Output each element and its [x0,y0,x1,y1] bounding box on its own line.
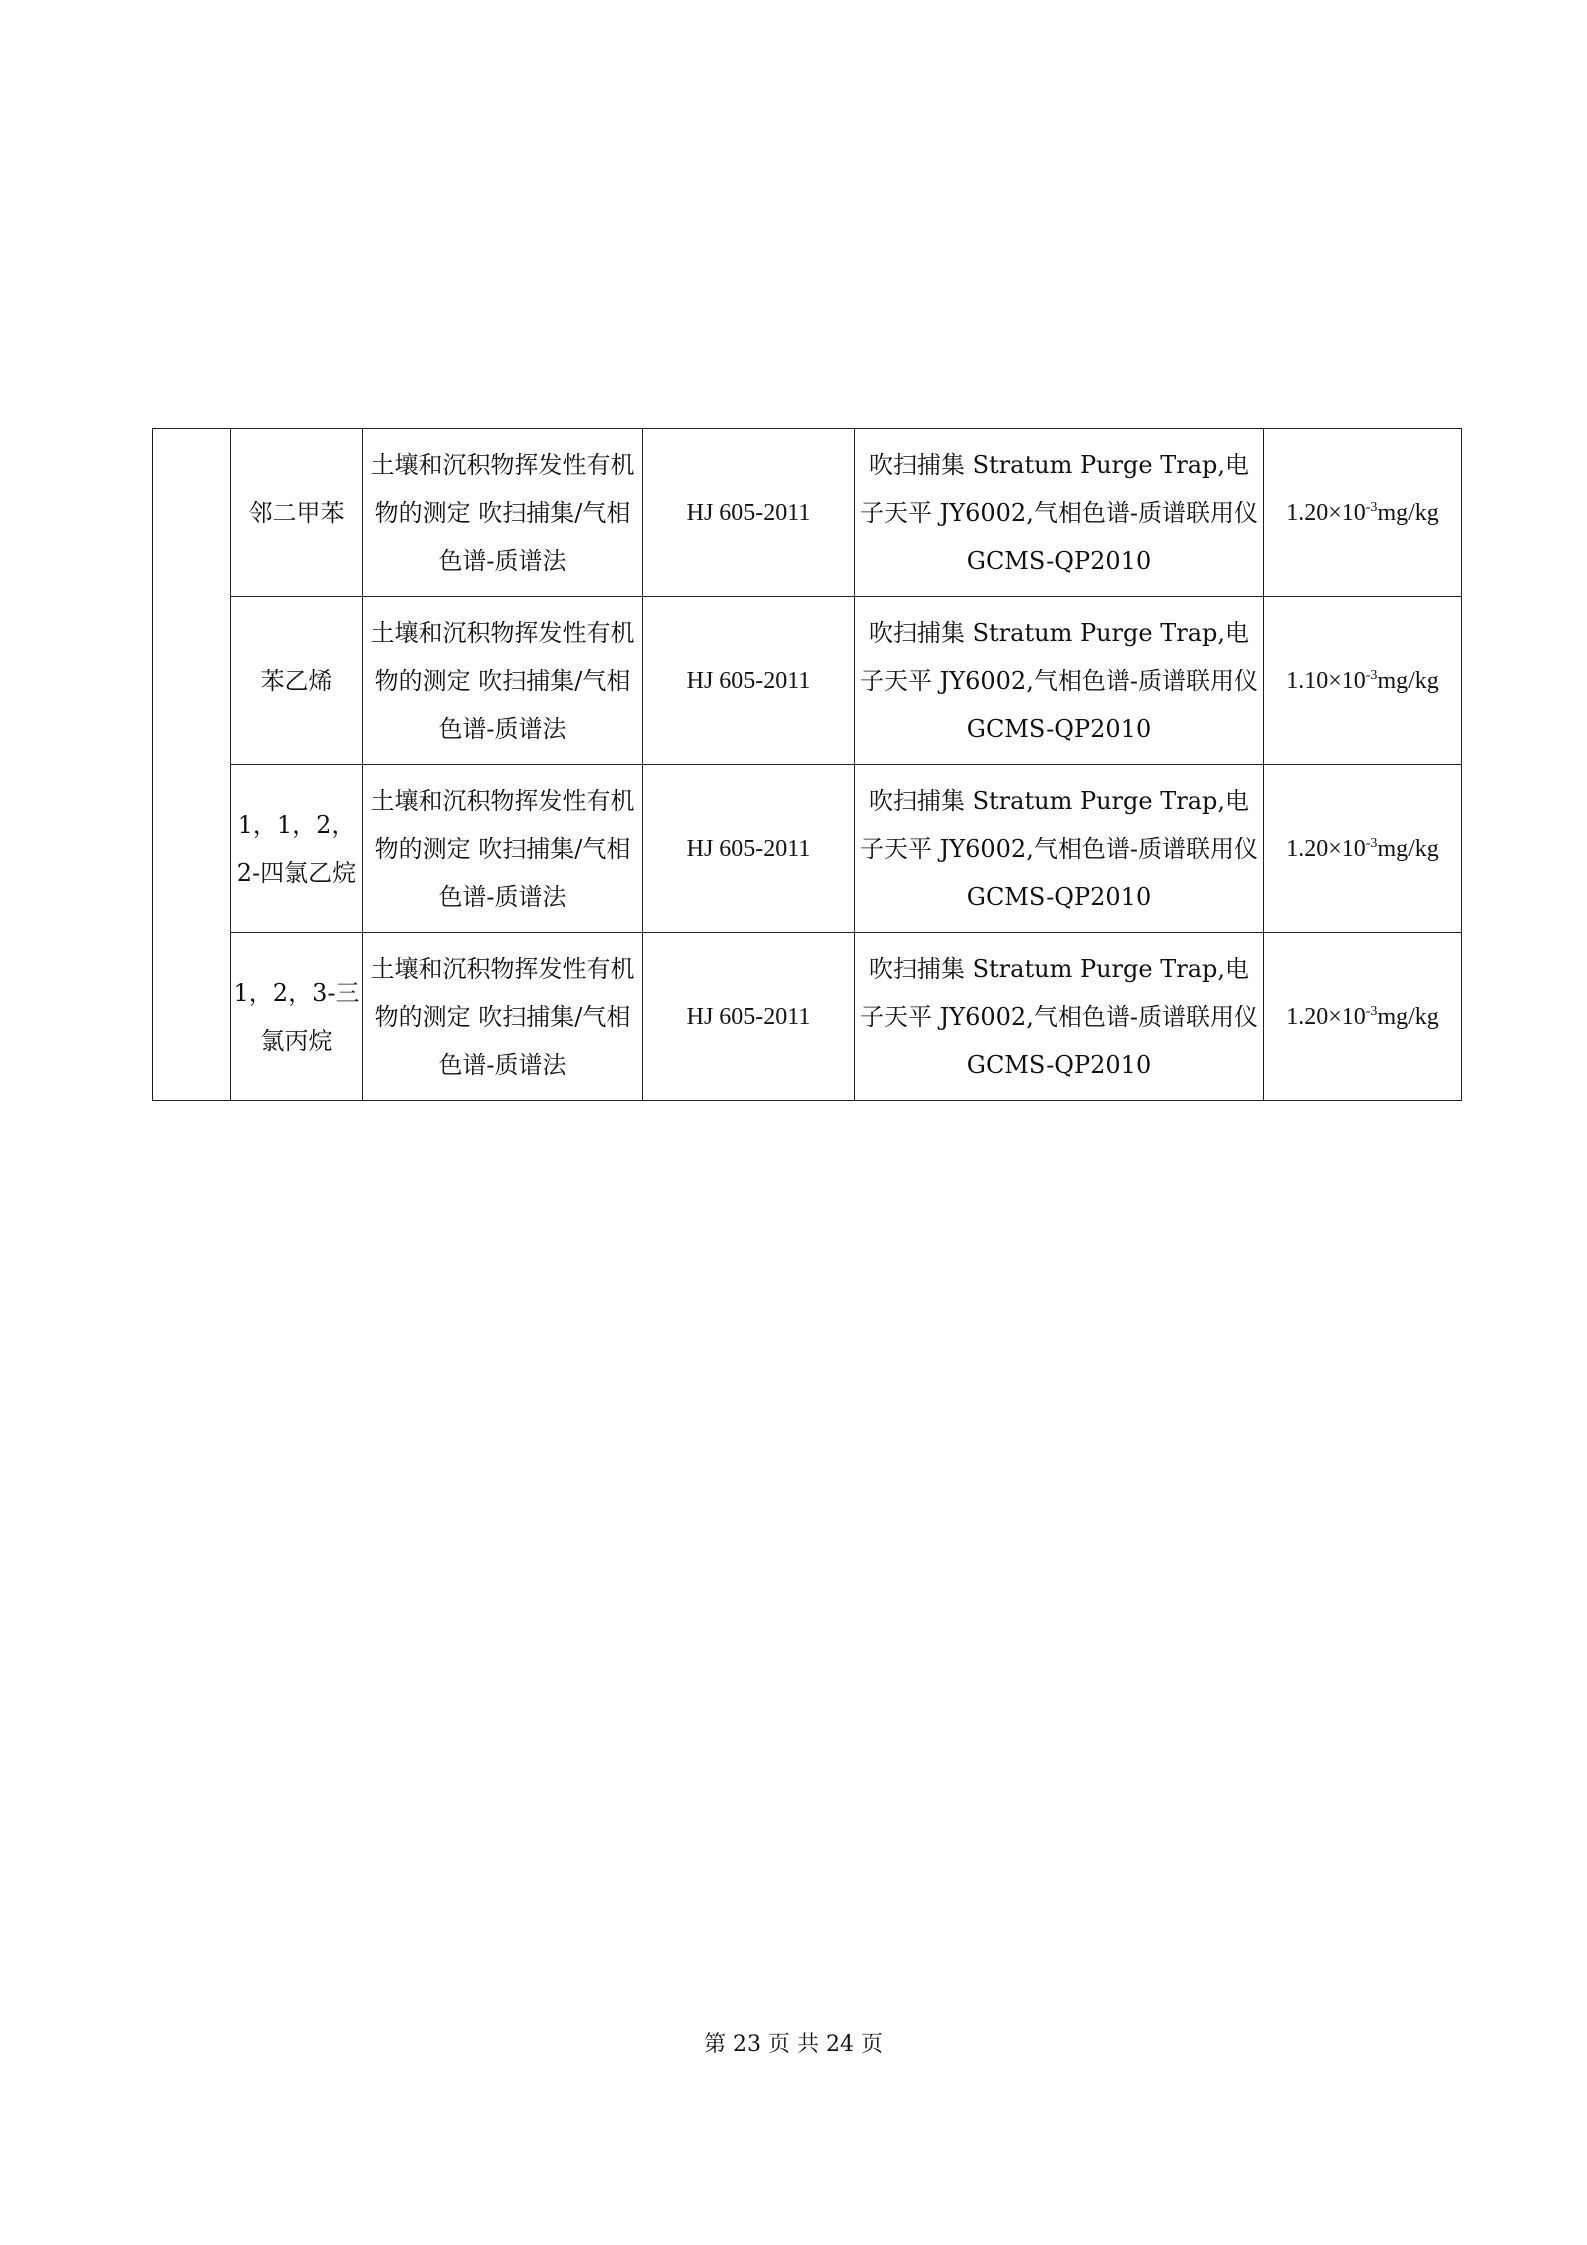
analyte-name-cell [231,429,363,597]
detection-limit-cell [1264,429,1462,597]
standard-cell [643,933,855,1101]
limit-unit: mg/kg [1377,499,1439,526]
detection-limit [1282,489,1443,537]
method-cell [363,429,643,597]
detection-limit-cell [1264,765,1462,933]
instrument-cell [855,933,1264,1101]
page-number-text: 第 23 页 共 24 页 [704,2032,883,2057]
standard-code: HJ 605-2011 [686,667,811,694]
detection-limit [1282,993,1443,1041]
analyte-name: 1，1，2，2-四氯乙烷 [236,810,357,887]
instrument-text: 吹扫捕集 Stratum Purge Trap,电子天平 JY6002,气相色谱-质谱联用仪 GCMS-QP2010 [860,954,1258,1079]
merged-category-cell [153,429,231,1101]
limit-exponent: -3 [1365,1003,1378,1019]
limit-exponent: -3 [1365,667,1378,683]
instrument-cell [855,765,1264,933]
method-cell [363,765,643,933]
limit-exponent: -3 [1365,835,1378,851]
standard-cell [643,429,855,597]
method-text: 土壤和沉积物挥发性有机物的测定 吹扫捕集/气相色谱-质谱法 [370,954,635,1079]
limit-base: 1.20×10 [1286,835,1366,862]
analyte-name: 苯乙烯 [260,666,333,695]
detection-methods-table [152,428,1462,1101]
analyte-name: 邻二甲苯 [248,498,345,527]
table-row [153,765,1462,933]
table-row [153,429,1462,597]
standard-code: HJ 605-2011 [686,1003,811,1030]
limit-unit: mg/kg [1377,835,1439,862]
limit-unit: mg/kg [1377,1003,1439,1030]
analyte-name: 1，2，3-三氯丙烷 [233,978,360,1055]
limit-base: 1.10×10 [1286,667,1366,694]
table-row [153,597,1462,765]
method-cell [363,597,643,765]
limit-base: 1.20×10 [1286,1003,1366,1030]
method-text: 土壤和沉积物挥发性有机物的测定 吹扫捕集/气相色谱-质谱法 [370,618,635,743]
standard-code: HJ 605-2011 [686,835,811,862]
detection-limit-cell [1264,933,1462,1101]
page-footer [0,2030,1587,2060]
analyte-name-cell [231,933,363,1101]
detection-limit [1282,825,1443,873]
instrument-text: 吹扫捕集 Stratum Purge Trap,电子天平 JY6002,气相色谱-质谱联用仪 GCMS-QP2010 [860,786,1258,911]
standard-cell [643,765,855,933]
analyte-name-cell [231,765,363,933]
instrument-cell [855,429,1264,597]
limit-base: 1.20×10 [1286,499,1366,526]
instrument-cell [855,597,1264,765]
limit-unit: mg/kg [1377,667,1439,694]
method-text: 土壤和沉积物挥发性有机物的测定 吹扫捕集/气相色谱-质谱法 [370,450,635,575]
table-row [153,933,1462,1101]
method-text: 土壤和沉积物挥发性有机物的测定 吹扫捕集/气相色谱-质谱法 [370,786,635,911]
standard-code: HJ 605-2011 [686,499,811,526]
standard-cell [643,597,855,765]
method-cell [363,933,643,1101]
instrument-text: 吹扫捕集 Stratum Purge Trap,电子天平 JY6002,气相色谱-质谱联用仪 GCMS-QP2010 [860,618,1258,743]
analyte-name-cell [231,597,363,765]
detection-limit [1282,657,1443,705]
detection-limit-cell [1264,597,1462,765]
instrument-text: 吹扫捕集 Stratum Purge Trap,电子天平 JY6002,气相色谱-质谱联用仪 GCMS-QP2010 [860,450,1258,575]
limit-exponent: -3 [1365,499,1378,515]
